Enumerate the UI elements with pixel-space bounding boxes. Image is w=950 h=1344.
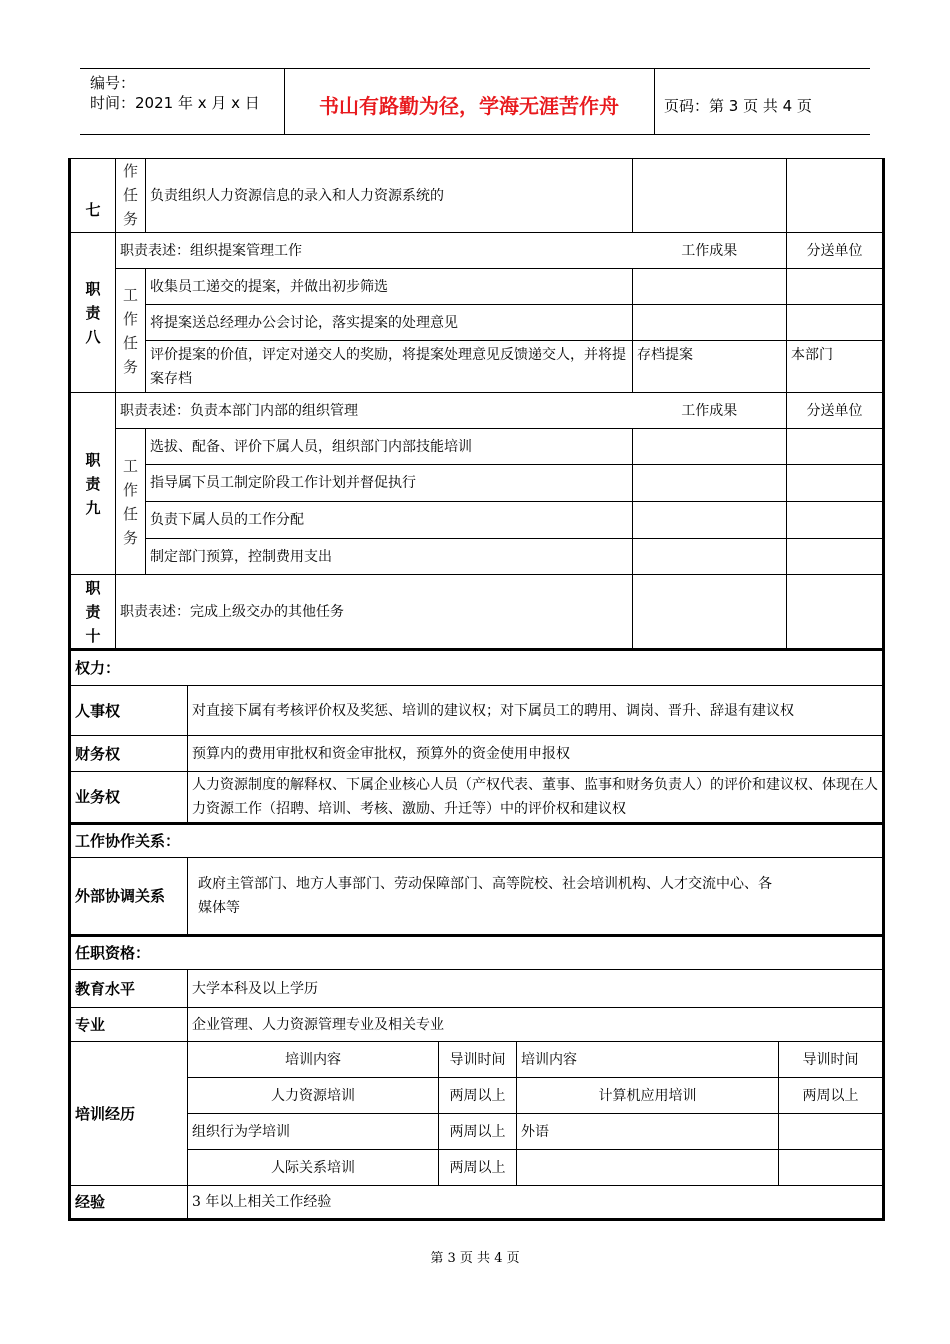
experience-row: [70, 1186, 884, 1220]
duty7-number: 七: [70, 159, 116, 233]
duty9-task-row: [70, 429, 884, 465]
training-head: 导训时间: [779, 1042, 884, 1078]
duty8-task: 将提案送总经理办公会讨论，落实提案的处理意见: [146, 305, 633, 341]
duty9-task: 指导属下员工制定阶段工作计划并督促执行: [146, 465, 633, 502]
header-top-line: [80, 68, 870, 69]
major-label: 专业: [70, 1008, 188, 1042]
duty9-result: [633, 465, 787, 502]
duty9-col-result: 工作成果: [633, 393, 787, 429]
duty10-result: [633, 575, 787, 649]
duty9-result: [633, 502, 787, 539]
training-time: 两周以上: [439, 1114, 517, 1150]
duty10-label: 职 责 十: [70, 575, 116, 649]
duty8-task-row: [70, 341, 884, 393]
duty9-unit: [787, 539, 884, 575]
duty9-task: 选拔、配备、评价下属人员，组织部门内部技能培训: [146, 429, 633, 465]
training-head: 培训内容: [188, 1042, 439, 1078]
power-title: 权力：: [70, 650, 884, 686]
training-head: 导训时间: [439, 1042, 517, 1078]
training-content: 外语: [517, 1114, 779, 1150]
duty-table: [68, 158, 885, 649]
duty9-task: 负责下属人员的工作分配: [146, 502, 633, 539]
duty9-desc-row: [70, 393, 884, 429]
power-text: 预算内的费用审批权和资金审批权，预算外的资金使用申报权: [188, 736, 884, 772]
training-row: [70, 1078, 884, 1114]
duty9-result: [633, 429, 787, 465]
duty9-task-row: [70, 465, 884, 502]
header-divider: [654, 68, 655, 134]
duty8-col-result: 工作成果: [633, 233, 787, 269]
training-content: 人力资源培训: [188, 1078, 439, 1114]
duty7-task-label: 作 任 务: [116, 159, 146, 233]
power-label: 业务权: [70, 772, 188, 824]
header-bottom-line: [80, 134, 870, 135]
power-label: 财务权: [70, 736, 188, 772]
power-row: [70, 736, 884, 772]
cooperation-text: 政府主管部门、地方人事部门、劳动保障部门、高等院校、社会培训机构、人才交流中心、各 媒体等: [188, 858, 884, 936]
duty9-col-unit: 分送单位: [787, 393, 884, 429]
page-footer: 第 3 页 共 4 页: [430, 1251, 520, 1266]
duty10-row: [70, 575, 884, 649]
power-text: 人力资源制度的解释权、下属企业核心人员（产权代表、董事、监事和财务负责人）的评价和建议权、体现在人力资源工作（招聘、培训、考核、激励、升迁等）中的评价权和建议权: [188, 772, 884, 824]
major-row: [70, 1008, 884, 1042]
duty8-task: 收集员工递交的提案，并做出初步筛选: [146, 269, 633, 305]
duty8-desc: 职责表述：组织提案管理工作: [116, 233, 633, 269]
duty9-task: 制定部门预算，控制费用支出: [146, 539, 633, 575]
qualification-section: [70, 936, 884, 970]
duty9-task-row: [70, 539, 884, 575]
training-head-row: [70, 1042, 884, 1078]
training-row: [70, 1114, 884, 1150]
duty8-unit: 本部门: [787, 341, 884, 393]
duty8-task: 评价提案的价值，评定对递交人的奖励，将提案处理意见反馈递交人，并将提案存档: [146, 341, 633, 393]
training-time: 两周以上: [779, 1078, 884, 1114]
slogan: 书山有路勤为径，学海无涯苦作舟: [319, 94, 619, 118]
training-head: 培训内容: [517, 1042, 779, 1078]
duty9-task-row: [70, 502, 884, 539]
duty7-row: [70, 159, 884, 233]
education-row: [70, 970, 884, 1008]
power-label: 人事权: [70, 686, 188, 736]
cooperation-row: [70, 858, 884, 936]
experience-label: 经验: [70, 1186, 188, 1220]
duty9-desc: 职责表述：负责本部门内部的组织管理: [116, 393, 633, 429]
major-value: 企业管理、人力资源管理专业及相关专业: [188, 1008, 884, 1042]
duty7-result: [633, 159, 787, 233]
power-row: [70, 686, 884, 736]
duty10-unit: [787, 575, 884, 649]
duty9-task-label: 工 作 任 务: [116, 429, 146, 575]
qualification-table: [68, 648, 885, 1221]
training-content: 计算机应用培训: [517, 1078, 779, 1114]
education-label: 教育水平: [70, 970, 188, 1008]
date-label: 时间：2021 年 x 月 x 日: [90, 94, 260, 112]
duty8-unit: [787, 269, 884, 305]
duty8-desc-row: [70, 233, 884, 269]
duty8-result: [633, 269, 787, 305]
training-content: 人际关系培训: [188, 1150, 439, 1186]
training-time: [779, 1150, 884, 1186]
cooperation-title: 工作协作关系：: [70, 824, 884, 858]
duty7-unit: [787, 159, 884, 233]
duty8-label: 职 责 八: [70, 233, 116, 393]
training-content: 组织行为学培训: [188, 1114, 439, 1150]
training-label: 培训经历: [70, 1042, 188, 1186]
education-value: 大学本科及以上学历: [188, 970, 884, 1008]
code-label: 编号：: [90, 74, 136, 92]
duty8-unit: [787, 305, 884, 341]
duty8-col-unit: 分送单位: [787, 233, 884, 269]
duty9-label: 职 责 九: [70, 393, 116, 575]
experience-value: 3 年以上相关工作经验: [188, 1186, 884, 1220]
duty9-unit: [787, 429, 884, 465]
duty8-task-row: [70, 269, 884, 305]
power-row: [70, 772, 884, 824]
page-label: 页码：第 3 页 共 4 页: [664, 97, 812, 115]
power-text: 对直接下属有考核评价权及奖惩、培训的建议权；对下属员工的聘用、调岗、晋升、辞退有建议权: [188, 686, 884, 736]
duty9-result: [633, 539, 787, 575]
duty9-unit: [787, 465, 884, 502]
cooperation-label: 外部协调关系: [70, 858, 188, 936]
cooperation-section: [70, 824, 884, 858]
training-row: [70, 1150, 884, 1186]
training-time: [779, 1114, 884, 1150]
qualification-title: 任职资格：: [70, 936, 884, 970]
training-content: [517, 1150, 779, 1186]
duty8-task-label: 工 作 任 务: [116, 269, 146, 393]
power-section: [70, 650, 884, 686]
duty8-result: [633, 305, 787, 341]
duty8-task-row: [70, 305, 884, 341]
training-time: 两周以上: [439, 1078, 517, 1114]
duty10-desc: 职责表述：完成上级交办的其他任务: [116, 575, 633, 649]
duty8-result: 存档提案: [633, 341, 787, 393]
duty9-unit: [787, 502, 884, 539]
training-time: 两周以上: [439, 1150, 517, 1186]
duty7-task: 负责组织人力资源信息的录入和人力资源系统的: [146, 159, 633, 233]
